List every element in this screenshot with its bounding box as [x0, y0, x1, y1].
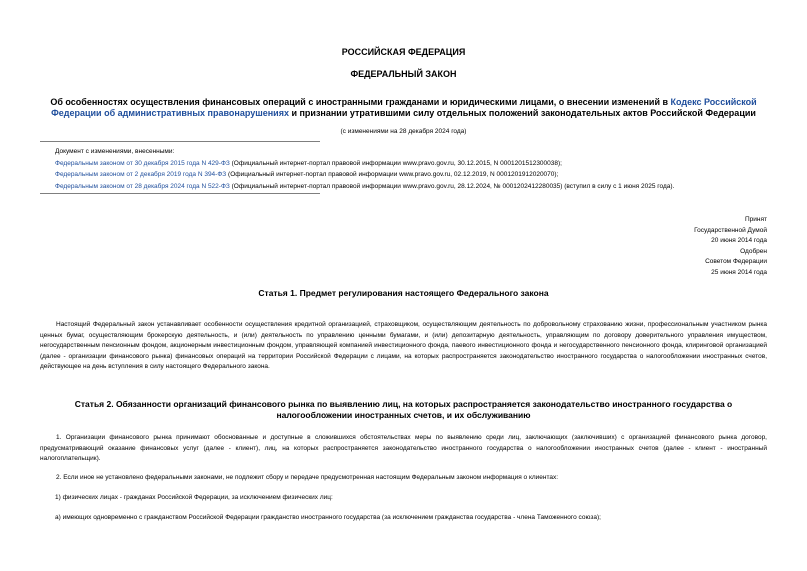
article1-heading: Статья 1. Предмет регулирования настоящего Федерального закона — [258, 288, 549, 298]
law-type-heading: ФЕДЕРАЛЬНЫЙ ЗАКОН — [350, 69, 457, 79]
amendment-link[interactable]: Федеральным законом от 2 декабря 2019 года N 394-ФЗ — [55, 171, 227, 178]
amendments-heading: Документ с изменениями, внесенными: — [55, 148, 175, 155]
adoption-line: Советом Федерации — [705, 258, 767, 265]
amendments-block — [55, 146, 674, 192]
divider-top — [40, 141, 320, 142]
coap-link[interactable]: Кодекс Российской Федерации об административных правонарушениях — [51, 97, 757, 118]
amendment-link[interactable]: Федеральным законом от 30 декабря 2015 года N 429-ФЗ — [55, 159, 230, 167]
law-title-part1: Об особенностях осуществления финансовых операций с иностранными гражданами и юридическими лицами, о внесении изменений в — [50, 97, 671, 107]
amendment-source: (Официальный интернет-портал правовой информации www.pravo.gov.ru, 02.12.2019, N 0001201912020070); — [226, 171, 559, 178]
adoption-line: Одобрен — [740, 247, 767, 255]
amendment-link[interactable]: Федеральным законом от 28 декабря 2024 года N 522-ФЗ — [55, 182, 230, 190]
amended-note: (с изменениями на 28 декабря 2024 года) — [340, 128, 467, 135]
adoption-line: 20 июня 2014 года — [711, 237, 767, 244]
article1-text: Настоящий Федеральный закон устанавливает особенности осуществления кредитной организацией, страховщиком, осуществляющим деятельность по добровольному страхованию жизни, профессиональным участником рынка ценных бумаг, осуществляющим брокерскую деятельность, и (или) деятельность по управлению ценными бумагами, и (или) депозитарную деятельность, управляющим по договору доверительного управления имуществом, негосударственным пенсионным фондом, акционерным инвестиционным фондом, управляющей компанией инвестиционного фонда, паевого инвестиционного фонда и негосударственного пенсионного фонда, клиринговой организацией (далее - организации финансового рынка) финансовых операций на территории Российской Федерации с лицами, на которых распространяется законодательство иностранного государства о налогообложении иностранных счетов, действующее на день вступления в силу настоящего Федерального закона. — [40, 321, 767, 371]
amendment-item — [55, 181, 674, 193]
law-title — [50, 97, 757, 119]
country-heading: РОССИЙСКАЯ ФЕДЕРАЦИЯ — [341, 47, 466, 57]
adoption-line: Принят — [744, 216, 767, 223]
article2-heading: Статья 2. Обязанности организаций финансового рынка по выявлению лиц, на которых распространяется законодательство иностранного государства о налогообложении иностранных счетов, и их обслуживанию — [74, 399, 733, 420]
amendment-item — [55, 169, 674, 181]
article2-paragraph-4: а) имеющих одновременно с гражданством Российской Федерации гражданство иностранного государства (за исключением гражданства государства - члена Таможенного союза); — [55, 514, 601, 521]
law-title-part2: и признании утратившими силу отдельных положений законодательных актов Российской Федерации — [288, 108, 756, 118]
adoption-line: 25 июня 2014 года — [711, 268, 767, 276]
divider-bottom — [40, 193, 320, 194]
adoption-line: Государственной Думой — [694, 226, 767, 234]
amendment-source: (Официальный интернет-портал правовой информации www.pravo.gov.ru, 28.12.2024, № 0001202412280035) (вступил в силу с 1 июня 2025 года). — [229, 182, 675, 190]
article2-paragraph-3: 1) физических лицах - гражданах Российской Федерации, за исключением физических лиц: — [55, 494, 333, 501]
amendment-source: (Официальный интернет-портал правовой информации www.pravo.gov.ru, 30.12.2015, N 0001201512300038); — [229, 159, 562, 167]
adoption-block — [694, 215, 767, 278]
article2-paragraph-2: 2. Если иное не установлено федеральными законами, не подлежит сбору и передаче предусмотренная настоящим Федеральным законом информация о клиентах: — [56, 474, 559, 481]
amendment-item — [55, 158, 674, 170]
article2-paragraph-1: 1. Организации финансового рынка принимают обоснованные и доступные в сложившихся обстоятельствах меры по выявлению среди лиц, заключающих (заключивших) с организацией финансового рынка договор, предусматривающий оказание финансовых услуг (далее - клиент), лиц, на которых распространяется законодательство иностранного государства о налогообложении иностранных счетов (далее - клиент - иностранный налогоплательщик). — [40, 434, 767, 463]
